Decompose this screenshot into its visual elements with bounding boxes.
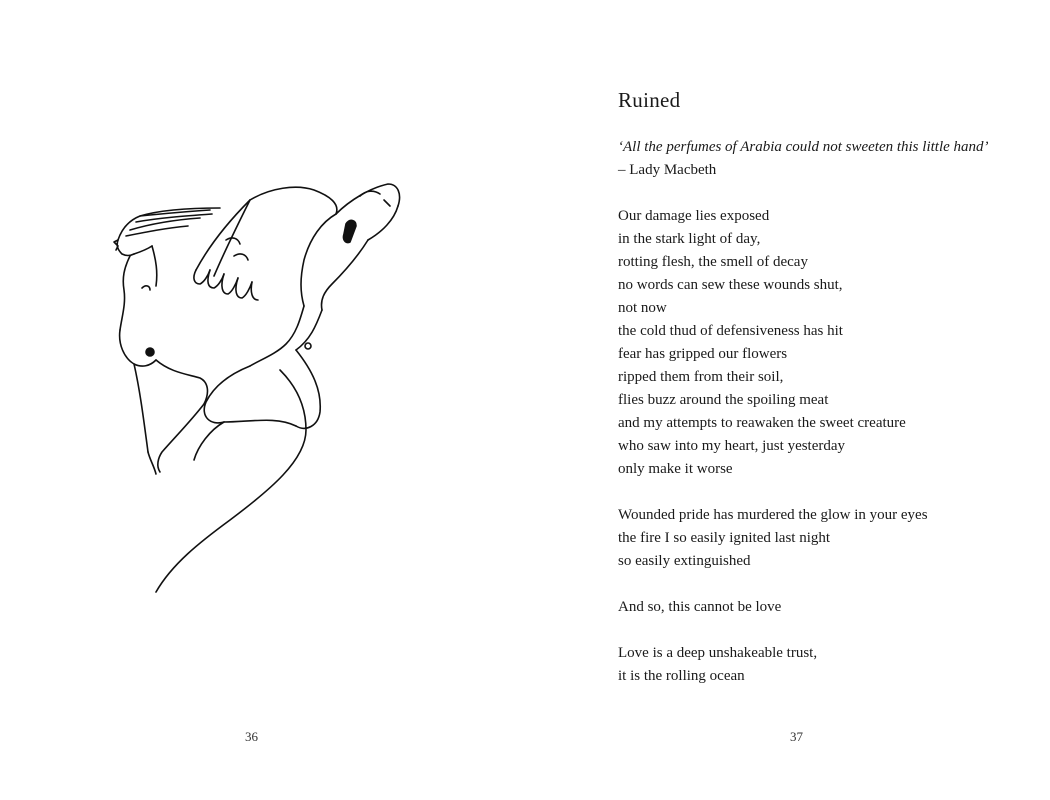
poem [618,86,1038,688]
poem-line: the fire I so easily ignited last night [618,530,831,546]
poem-line: ripped them from their soil, [618,369,784,385]
poem-line: in the stark light of day, [618,231,761,247]
poem-line: rotting flesh, the smell of decay [618,254,808,270]
poem-line: who saw into my heart, just yesterday [618,438,846,454]
poem-title: Ruined [618,88,681,112]
poem-line: it is the rolling ocean [618,668,745,684]
right-page [525,0,1050,800]
epigraph-quote: ‘All the perfumes of Arabia could not sweeten this little hand’ [618,139,989,155]
page-number-right: 37 [790,729,803,744]
poem-line: flies buzz around the spoiling meat [618,392,829,408]
stanza-2 [618,504,1038,573]
poem-line: the cold thud of defensiveness has hit [618,323,843,339]
poem-line: only make it worse [618,461,733,477]
poem-line: and my attempts to reawaken the sweet creature [618,415,906,431]
figures-drawing [100,160,420,600]
poem-line: no words can sew these wounds shut, [618,277,843,293]
poem-line: so easily extinguished [618,553,751,569]
poem-line: Love is a deep unshakeable trust, [618,645,818,661]
stanza-4 [618,642,1038,688]
epigraph-attribution: – Lady Macbeth [618,162,717,178]
poem-line: Our damage lies exposed [618,208,770,224]
line-drawing-illustration [100,160,420,600]
poem-line: Wounded pride has murdered the glow in your eyes [618,507,928,523]
epigraph [618,136,1038,182]
page-number-left: 36 [245,729,258,744]
poem-line: fear has gripped our flowers [618,346,788,362]
stanza-3 [618,596,1038,619]
poem-line: not now [618,300,667,316]
stanza-1 [618,205,1038,481]
poem-line: And so, this cannot be love [618,599,782,615]
